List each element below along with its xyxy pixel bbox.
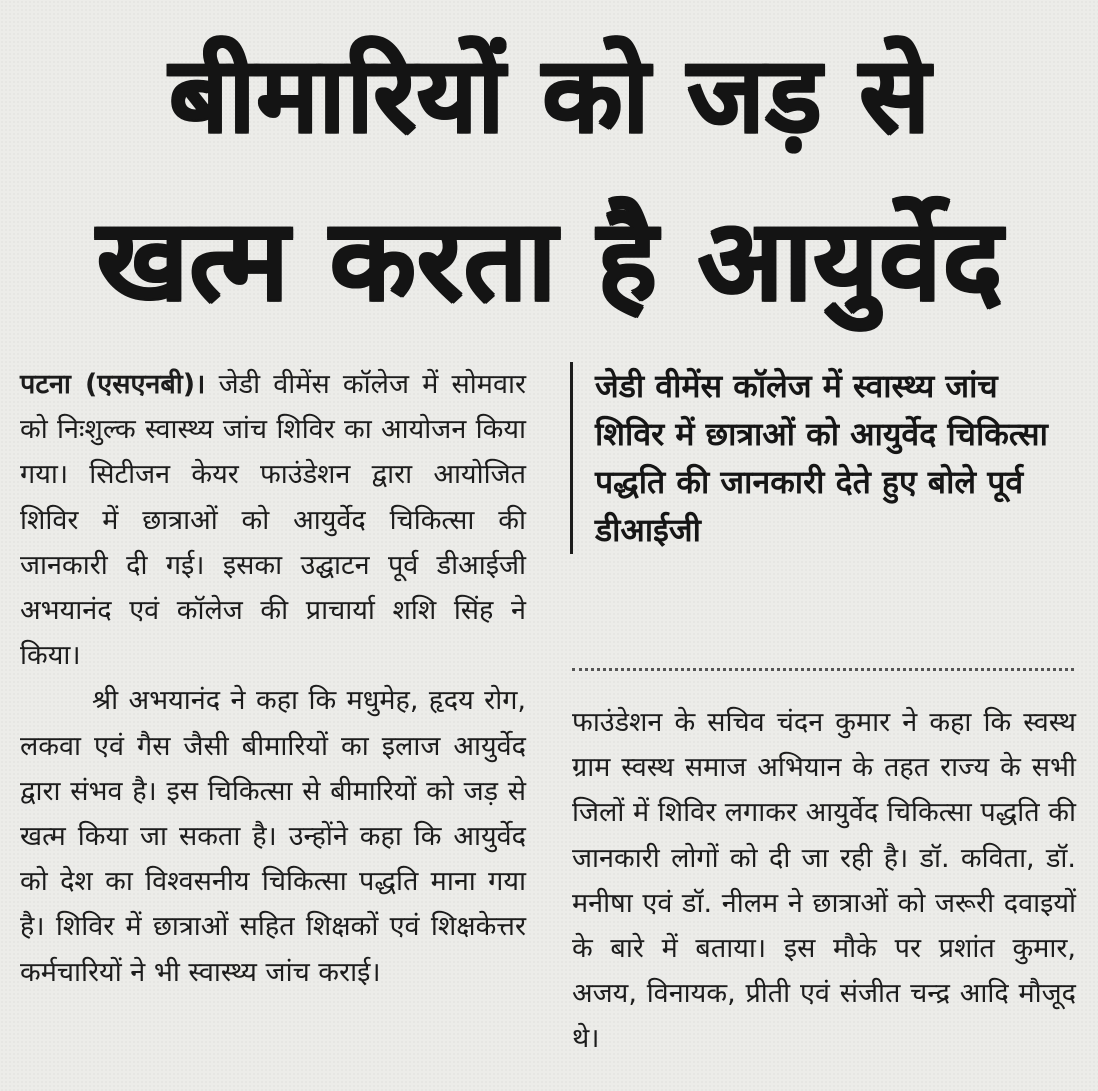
article-paragraph-1 <box>20 362 526 678</box>
article-left-column <box>20 362 526 995</box>
article-paragraph-3: फाउंडेशन के सचिव चंदन कुमार ने कहा कि स्वस्थ ग्राम स्वस्थ समाज अभियान के तहत राज्य के सभी जिलों में शिविर लगाकर आयुर्वेद चिकित्सा पद्धति की जानकारी लोगों को दी जा रही है। डॉ. कविता, डॉ. मनीषा एवं डॉ. नीलम ने छात्राओं को जरूरी दवाइयों के बारे में बताया। इस मौके पर प्रशांत कुमार, अजय, विनायक, प्रीती एवं संजीत चन्द्र आदि मौजूद थे। <box>572 707 1076 1055</box>
pull-quote: जेडी वीमेंस कॉलेज में स्वास्थ्य जांच शिविर में छात्राओं को आयुर्वेद चिकित्सा पद्धति की जानकारी देते हुए बोले पूर्व डीआईजी <box>570 362 1073 554</box>
article-paragraph-2: श्री अभयानंद ने कहा कि मधुमेह, हृदय रोग, लकवा एवं गैस जैसी बीमारियों का इलाज आयुर्वेद द्वारा संभव है। इस चिकित्सा से बीमारियों को जड़ से खत्म किया जा सकता है। उन्होंने कहा कि आयुर्वेद को देश का विश्वसनीय चिकित्सा पद्धति माना गया है। शिविर में छात्राओं सहित शिक्षकों एवं शिक्षकेत्तर कर्मचारियों ने भी स्वास्थ्य जांच कराई। <box>20 685 526 988</box>
headline-line-1: बीमारियों को जड़ से <box>168 33 930 155</box>
headline-line-2: खत्म करता है आयुर्वेद <box>95 195 1003 325</box>
article-right-column <box>572 700 1076 1062</box>
dateline: पटना (एसएनबी)। <box>20 369 206 400</box>
dotted-divider <box>572 668 1074 671</box>
paragraph-1-text: जेडी वीमेंस कॉलेज में सोमवार को निःशुल्क स्वास्थ्य जांच शिविर का आयोजन किया गया। सिटीजन केयर फाउंडेशन द्वारा आयोजित शिविर में छात्राओं को आयुर्वेद चिकित्सा की जानकारी दी गई। इसका उद्घाटन पूर्व डीआईजी अभयानंद एवं कॉलेज की प्राचार्या शशि सिंह ने किया। <box>20 369 526 672</box>
